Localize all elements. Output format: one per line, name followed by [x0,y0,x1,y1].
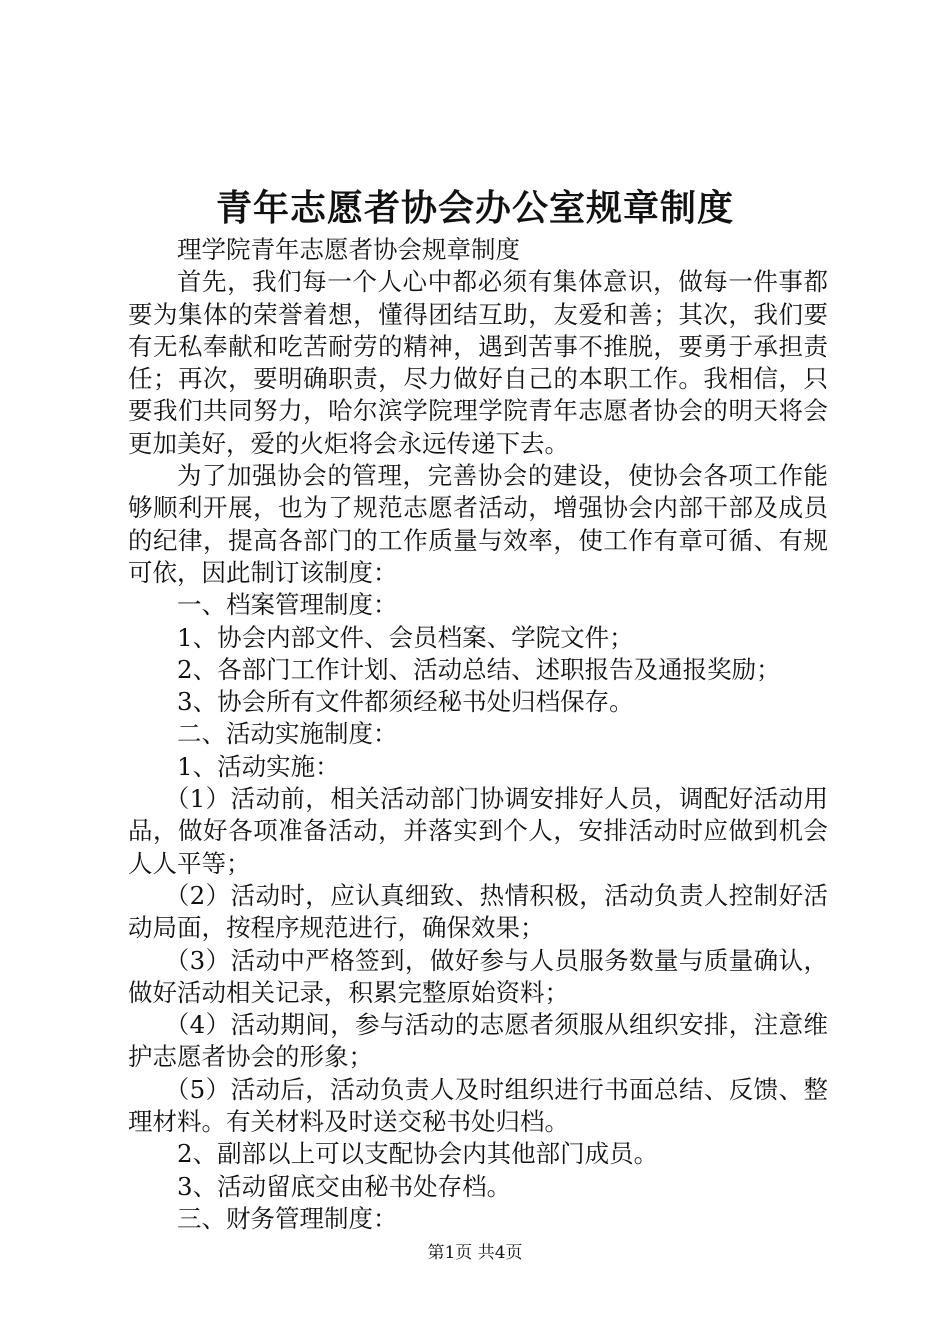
section-heading-finance: 三、财务管理制度： [177,1203,398,1233]
subtitle-paragraph: 理学院青年志愿者协会规章制度 [177,235,520,264]
activity-subitem-4: （4）活动期间，参与活动的志愿者须服从组织安排，注意维护志愿者协会的形象； [128,1010,828,1072]
archive-item-1: 1、协会内部文件、会员档案、学院文件； [177,622,634,652]
activity-item-3: 3、活动留底交由秘书处存档。 [177,1171,512,1201]
page-number-footer: 第1页 共4页 [427,1243,523,1263]
archive-item-3: 3、协会所有文件都须经秘书处归档保存。 [177,687,634,717]
intro-paragraph: 首先，我们每一个人心中都必须有集体意识，做每一件事都要为集体的荣誉着想，懂得团结互助，友爱和善；其次，我们要有无私奉献和吃苦耐劳的精神，遇到苦事不推脱，要勇于承担责任；再次，要明确职责，尽力做好自己的本职工作。我相信，只要我们共同努力，哈尔滨学院理学院青年志愿者协会的明天将会更加美好，爱的火炬将会永远传递下去。 [128,267,828,458]
activity-item-2: 2、副部以上可以支配协会内其他部门成员。 [177,1139,659,1169]
archive-item-2: 2、各部门工作计划、活动总结、述职报告及通报奖励； [177,654,781,684]
section-heading-activity: 二、活动实施制度： [177,719,398,749]
section-heading-archive: 一、档案管理制度： [177,590,398,620]
activity-item-1: 1、活动实施： [177,751,340,781]
activity-subitem-5: （5）活动后，活动负责人及时组织进行书面总结、反馈、整理材料。有关材料及时送交秘书处归档。 [128,1074,828,1137]
activity-subitem-1: （1）活动前，相关活动部门协调安排好人员，调配好活动用品，做好各项准备活动，并落实到个人，安排活动时应做到机会人人平等； [128,784,828,878]
activity-subitem-3: （3）活动中严格签到，做好参与人员服务数量与质量确认，做好活动相关记录，积累完整原始资料； [128,945,828,1007]
document-title: 青年志愿者协会办公室规章制度 [215,187,734,229]
document-body [128,234,828,1235]
purpose-paragraph: 为了加强协会的管理，完善协会的建设，使协会各项工作能够顺利开展，也为了规范志愿者活动，增强协会内部干部及成员的纪律，提高各部门的工作质量与效率，使工作有章可循、有规可依，因此制订该制度： [128,461,828,587]
activity-subitem-2: （2）活动时，应认真细致、热情积极，活动负责人控制好活动局面，按程序规范进行，确保效果； [128,880,828,943]
